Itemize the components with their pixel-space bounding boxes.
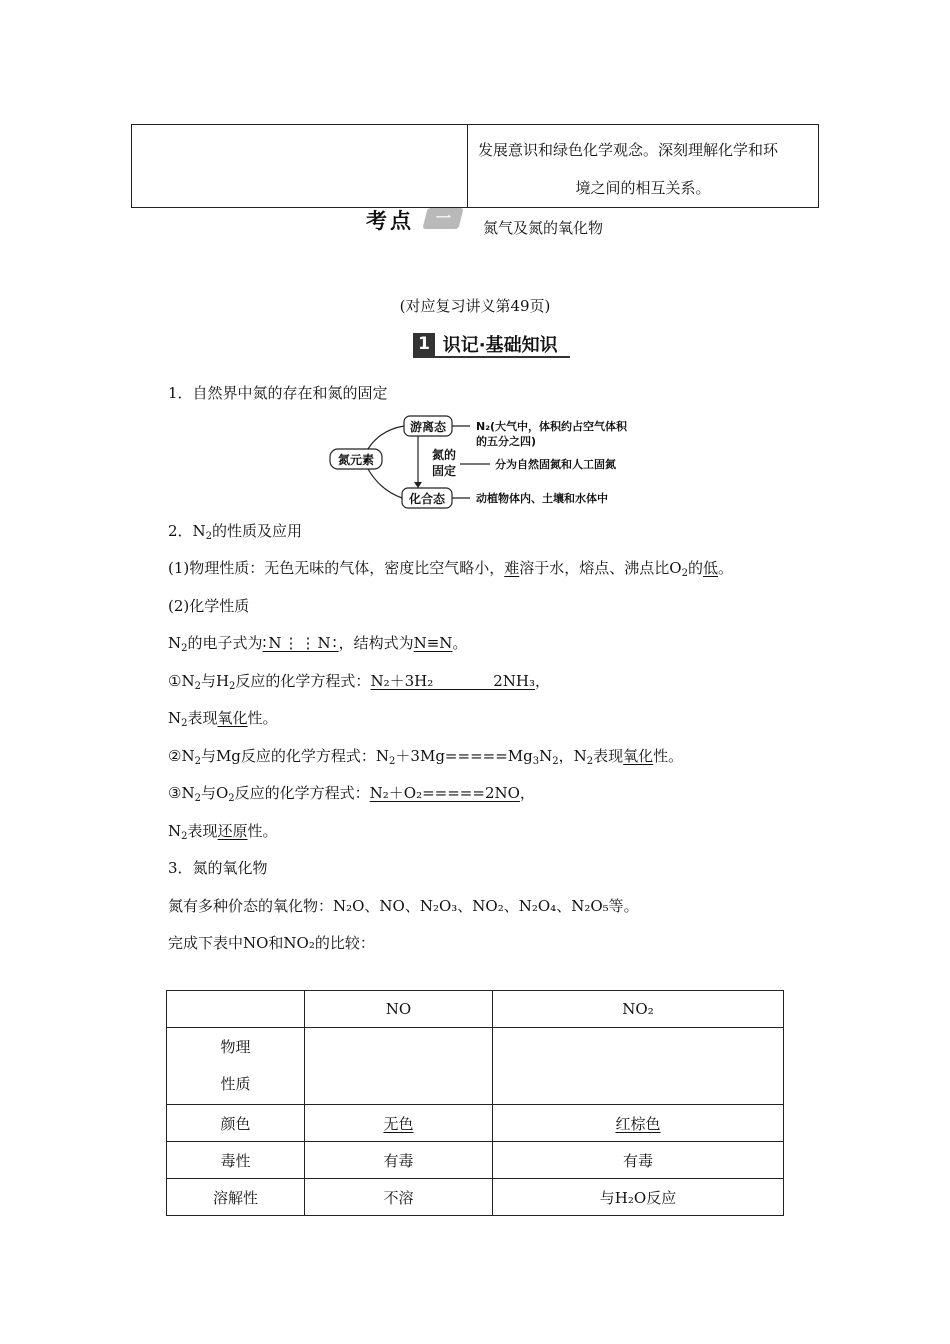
color-no-cell <box>305 1105 493 1142</box>
r3-prop-n: N <box>168 822 182 840</box>
heading-2-post: 的性质及应用 <box>212 522 303 540</box>
reaction-2-line <box>168 745 683 766</box>
free-note-1: N₂(大气中，体积约占空气体积 <box>476 420 628 433</box>
phys-text-c: 溶于水，熔点、沸点比O <box>519 559 682 577</box>
section-badge <box>413 331 558 355</box>
r1-prop-sub: 2 <box>181 718 188 729</box>
top-table-right-line2: 境之间的相互关系。 <box>575 179 711 197</box>
r2-g: 性。 <box>653 747 684 765</box>
r3-label-b: 与O <box>200 784 229 802</box>
chemical-properties-title: (2)化学性质 <box>168 597 250 615</box>
electron-formula-line <box>168 632 467 653</box>
heading-2 <box>168 520 302 541</box>
kaodian-label: 考点 <box>366 209 414 233</box>
phys-answer-solubility: 难 <box>504 559 520 577</box>
color-no2-answer: 红棕色 <box>615 1114 661 1133</box>
physical-properties <box>168 557 733 578</box>
fix-label-2: 固定 <box>432 464 457 478</box>
oxides-list: 氮有多种价态的氧化物：N₂O、NO、N₂O₃、NO₂、N₂O₄、N₂O₅等。 <box>168 897 639 915</box>
r1-tail: ， <box>534 672 550 690</box>
electron-text-c: ，结构式为 <box>338 634 414 652</box>
top-table-right-line1: 发展意识和绿色化学观念。深刻理解化学和环 <box>478 141 779 159</box>
r1-label-a: ①N <box>168 672 195 690</box>
physical-no2-cell <box>493 1028 784 1105</box>
solubility-no2-cell: 与H₂O反应 <box>493 1179 784 1216</box>
heading-2-pre: 2．N <box>168 522 206 540</box>
electron-n: N <box>168 634 182 652</box>
r2-b: 与Mg反应的化学方程式：N <box>200 747 390 765</box>
color-no2-cell <box>493 1105 784 1142</box>
reference-note: (对应复习讲义第49页) <box>399 297 551 315</box>
fix-note: 分为自然固氮和人工固氮 <box>495 458 616 471</box>
table-header-empty <box>167 991 305 1028</box>
combined-label: 化合态 <box>408 492 446 506</box>
heading-1: 1．自然界中氮的存在和氮的固定 <box>168 384 388 402</box>
r2-property-answer: 氧化 <box>623 747 654 765</box>
table-header-no: NO <box>305 991 493 1028</box>
solubility-no-cell: 不溶 <box>305 1179 493 1216</box>
phys-text-a: (1)物理性质：无色无味的气体，密度比空气略小， <box>168 559 505 577</box>
r3-prop-b: 表现 <box>187 822 218 840</box>
r3-prop-sub: 2 <box>181 831 188 842</box>
r2-sub2: 2 <box>389 756 396 767</box>
r1-prop-c: 性。 <box>247 709 278 727</box>
compare-intro: 完成下表中NO和NO₂的比较： <box>168 934 375 952</box>
table-header-no2: NO₂ <box>493 991 784 1028</box>
physical-no-cell <box>305 1028 493 1105</box>
table-row-physical <box>167 1028 784 1105</box>
electron-text-b: 的电子式为 <box>187 634 263 652</box>
r3-prop-c: 性。 <box>247 822 278 840</box>
section-badge-underline <box>413 356 570 358</box>
structural-formula-answer: N≡N <box>413 634 453 652</box>
r1-sub2: 2 <box>229 681 236 692</box>
fixation-arrow-head <box>414 482 422 488</box>
electron-formula-answer: ∶N⋮⋮N∶ <box>262 634 339 652</box>
r2-sub4: 2 <box>552 756 559 767</box>
physical-label-line2: 性质 <box>220 1075 251 1093</box>
phys-text-g: 。 <box>717 559 733 577</box>
r2-sub1: 2 <box>194 756 201 767</box>
row-label-solubility: 溶解性 <box>167 1179 305 1216</box>
reaction-3-property <box>168 820 278 841</box>
electron-text-d: 。 <box>452 634 468 652</box>
r1-equation-answer: N₂＋3H₂ 2NH₃ <box>370 672 535 690</box>
r3-property-answer: 还原 <box>217 822 248 840</box>
r2-c: ＋3Mg=====Mg <box>395 747 533 765</box>
row-label-color: 颜色 <box>167 1105 305 1142</box>
free-label: 游离态 <box>409 420 447 434</box>
table-header-row <box>167 991 784 1028</box>
top-table <box>131 124 819 208</box>
kaodian-title: 氮气及氮的氧化物 <box>483 219 604 237</box>
heading-2-sub: 2 <box>205 531 213 542</box>
table-row <box>167 1142 784 1179</box>
free-note-2: 的五分之四) <box>476 435 537 448</box>
r2-sub5: 2 <box>586 756 594 767</box>
r3-sub1: 2 <box>194 793 201 804</box>
r2-a: ②N <box>168 747 195 765</box>
phys-answer-boiling: 低 <box>702 559 718 577</box>
reaction-1-line <box>168 670 550 691</box>
r3-sub2: 2 <box>228 793 235 804</box>
r1-property-answer: 氧化 <box>217 709 248 727</box>
r2-f: 表现 <box>593 747 624 765</box>
root-to-combined-curve <box>368 469 402 498</box>
phys-sub: 2 <box>681 568 688 579</box>
section-badge-number: 1 <box>413 333 435 356</box>
root-to-free-curve <box>368 426 404 449</box>
fix-label-1: 氮的 <box>432 448 457 462</box>
physical-properties-label <box>167 1028 305 1105</box>
r1-label-b: 与H <box>200 672 230 690</box>
kaodian-number: 一 <box>433 209 453 227</box>
electron-sub: 2 <box>181 643 188 654</box>
color-no-answer: 无色 <box>383 1114 414 1133</box>
r2-sub3: 3 <box>532 756 540 767</box>
r3-label-c: 反应的化学方程式： <box>234 784 370 802</box>
table-row <box>167 1179 784 1216</box>
table-row <box>167 1105 784 1142</box>
heading-3: 3．氮的氧化物 <box>168 859 268 877</box>
r3-label-a: ③N <box>168 784 195 802</box>
reaction-1-property <box>168 707 278 728</box>
no-no2-comparison-table <box>166 990 784 1216</box>
r1-label-c: 反应的化学方程式： <box>235 672 371 690</box>
row-label-toxicity: 毒性 <box>167 1142 305 1179</box>
phys-text-e: 的 <box>687 559 703 577</box>
r1-prop-b: 表现 <box>187 709 218 727</box>
r1-sub1: 2 <box>194 681 201 692</box>
top-table-right-cell <box>468 125 819 208</box>
physical-label-line1: 物理 <box>220 1038 251 1056</box>
r2-e: ，N <box>558 747 587 765</box>
combined-note: 动植物体内、土壤和水体中 <box>476 492 608 505</box>
nitrogen-diagram <box>320 408 660 516</box>
r1-prop-n: N <box>168 709 182 727</box>
kaodian-number-badge <box>422 208 463 229</box>
r3-tail: ， <box>519 784 535 802</box>
toxicity-no2-cell: 有毒 <box>493 1142 784 1179</box>
r2-d: N <box>539 747 553 765</box>
top-table-left-cell <box>132 125 468 208</box>
reaction-3-line <box>168 782 535 803</box>
section-badge-text: 识记·基础知识 <box>442 335 558 356</box>
r3-equation-answer: N₂＋O₂=====2NO <box>369 784 520 802</box>
root-label: 氮元素 <box>337 453 375 467</box>
toxicity-no-cell: 有毒 <box>305 1142 493 1179</box>
